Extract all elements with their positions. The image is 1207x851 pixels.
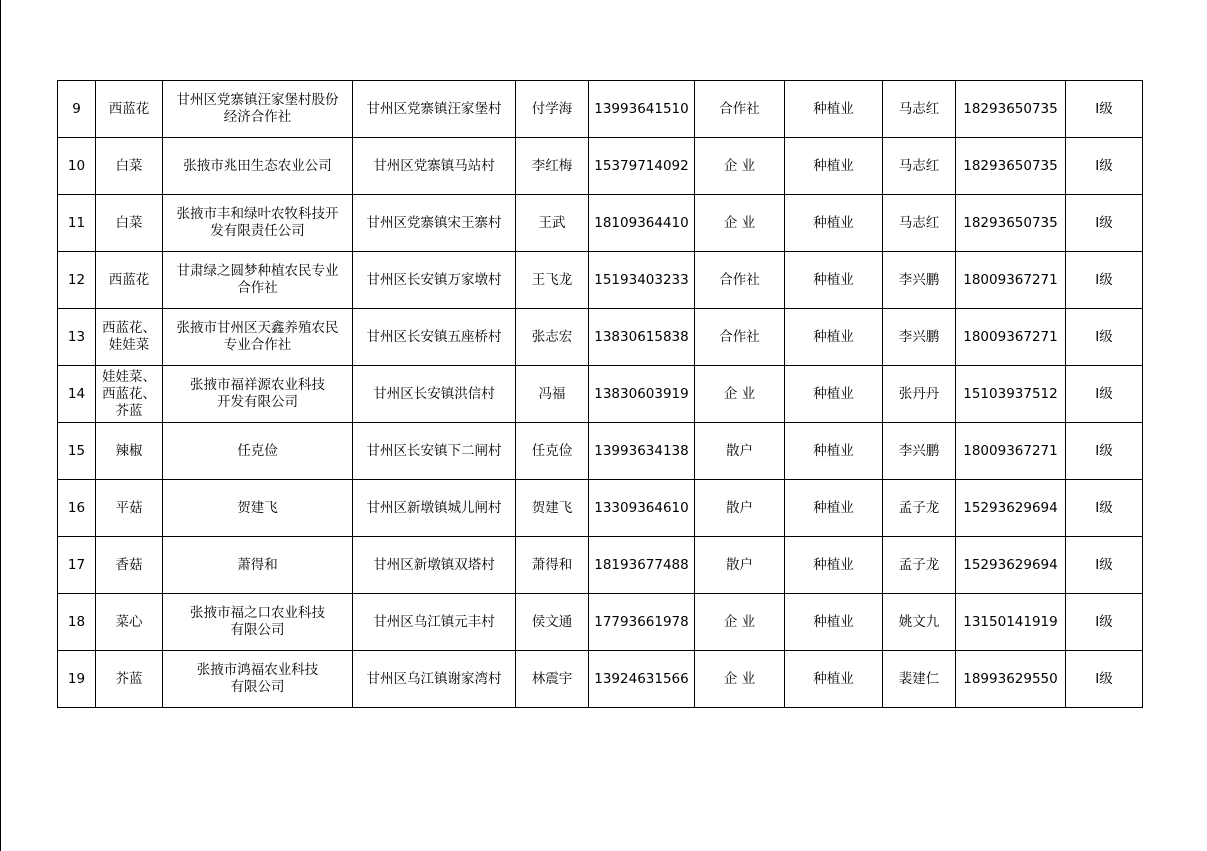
- entity-type-cell: 合作社: [695, 81, 785, 138]
- contact-person-cell: 贺建飞: [516, 480, 589, 537]
- industry-cell: 种植业: [785, 81, 883, 138]
- risk-level-cell: Ⅰ级: [1066, 366, 1143, 423]
- product-name-cell: [96, 309, 163, 366]
- row-number-cell: 15: [58, 423, 96, 480]
- entity-name-cell: [163, 252, 353, 309]
- supervisor-cell: 孟子龙: [883, 480, 956, 537]
- industry-cell: 种植业: [785, 651, 883, 708]
- row-number-cell: 12: [58, 252, 96, 309]
- contact-phone-cell: 13993634138: [589, 423, 695, 480]
- risk-level-cell: Ⅰ级: [1066, 651, 1143, 708]
- table-row: [58, 195, 1143, 252]
- table-row: [58, 537, 1143, 594]
- entity-type-cell: 企 业: [695, 366, 785, 423]
- supervisor-phone-cell: 18293650735: [956, 138, 1066, 195]
- product-name-line: 香菇: [115, 556, 143, 573]
- location-cell: 甘州区长安镇五座桥村: [353, 309, 516, 366]
- page-left-border: [0, 0, 1, 851]
- supervisor-cell: 马志红: [883, 81, 956, 138]
- table-row: [58, 594, 1143, 651]
- row-number-cell: 10: [58, 138, 96, 195]
- entity-type-cell: 企 业: [695, 138, 785, 195]
- table-row: [58, 81, 1143, 138]
- product-name-line: 西蓝花: [108, 100, 150, 117]
- entity-type-cell: 企 业: [695, 195, 785, 252]
- entity-name-line: 发有限责任公司: [210, 223, 305, 239]
- product-name-line: 平菇: [115, 499, 143, 516]
- location-cell: 甘州区长安镇万家墩村: [353, 252, 516, 309]
- location-cell: 甘州区党寨镇宋王寨村: [353, 195, 516, 252]
- supervisor-phone-cell: 18009367271: [956, 252, 1066, 309]
- supervisor-cell: 马志红: [883, 138, 956, 195]
- risk-level-cell: Ⅰ级: [1066, 138, 1143, 195]
- entity-name-cell: [163, 195, 353, 252]
- supervisor-phone-cell: 18993629550: [956, 651, 1066, 708]
- entity-type-cell: 散户: [695, 537, 785, 594]
- industry-cell: 种植业: [785, 480, 883, 537]
- risk-level-cell: Ⅰ级: [1066, 423, 1143, 480]
- entity-type-cell: 合作社: [695, 309, 785, 366]
- supervisor-cell: 孟子龙: [883, 537, 956, 594]
- supervisor-phone-cell: 15103937512: [956, 366, 1066, 423]
- product-name-cell: [96, 537, 163, 594]
- supervisor-cell: 裴建仁: [883, 651, 956, 708]
- table-row: [58, 366, 1143, 423]
- table-row: [58, 480, 1143, 537]
- risk-level-cell: Ⅰ级: [1066, 81, 1143, 138]
- location-cell: 甘州区长安镇洪信村: [353, 366, 516, 423]
- entity-name-cell: [163, 423, 353, 480]
- entity-name-line: 专业合作社: [223, 337, 292, 353]
- location-cell: 甘州区新墩镇双塔村: [353, 537, 516, 594]
- contact-person-cell: 冯福: [516, 366, 589, 423]
- risk-level-cell: Ⅰ级: [1066, 309, 1143, 366]
- location-cell: 甘州区新墩镇城儿闸村: [353, 480, 516, 537]
- contact-person-cell: 张志宏: [516, 309, 589, 366]
- table-row: [58, 252, 1143, 309]
- table-row: [58, 138, 1143, 195]
- product-name-line: 娃娃菜、: [102, 368, 156, 385]
- supervisor-cell: 李兴鹏: [883, 423, 956, 480]
- product-name-line: 菜心: [115, 613, 143, 630]
- entity-name-line: 甘州区党寨镇汪家堡村股份: [176, 92, 339, 108]
- contact-phone-cell: 13830603919: [589, 366, 695, 423]
- product-name-line: 西蓝花、: [102, 385, 156, 402]
- entity-name-line: 张掖市福祥源农业科技: [190, 377, 325, 393]
- risk-level-cell: Ⅰ级: [1066, 252, 1143, 309]
- risk-level-cell: Ⅰ级: [1066, 594, 1143, 651]
- row-number-cell: 11: [58, 195, 96, 252]
- location-cell: 甘州区乌江镇元丰村: [353, 594, 516, 651]
- location-cell: 甘州区长安镇下二闸村: [353, 423, 516, 480]
- entity-name-cell: [163, 480, 353, 537]
- supervisor-cell: 张丹丹: [883, 366, 956, 423]
- row-number-cell: 14: [58, 366, 96, 423]
- product-name-cell: [96, 366, 163, 423]
- entity-name-line: 张掖市鸿福农业科技: [196, 662, 319, 678]
- entity-type-cell: 散户: [695, 423, 785, 480]
- entity-name-line: 有限公司: [230, 679, 285, 695]
- product-name-line: 西蓝花: [108, 271, 150, 288]
- row-number-cell: 17: [58, 537, 96, 594]
- contact-person-cell: 付学海: [516, 81, 589, 138]
- table-row: [58, 651, 1143, 708]
- contact-phone-cell: 13309364610: [589, 480, 695, 537]
- industry-cell: 种植业: [785, 138, 883, 195]
- table-row: [58, 309, 1143, 366]
- contact-phone-cell: 15379714092: [589, 138, 695, 195]
- contact-phone-cell: 13830615838: [589, 309, 695, 366]
- entity-type-cell: 企 业: [695, 651, 785, 708]
- contact-phone-cell: 15193403233: [589, 252, 695, 309]
- contact-person-cell: 侯文通: [516, 594, 589, 651]
- entity-name-line: 张掖市兆田生态农业公司: [183, 157, 332, 174]
- industry-cell: 种植业: [785, 537, 883, 594]
- location-cell: 甘州区乌江镇谢家湾村: [353, 651, 516, 708]
- product-name-line: 芥蓝: [115, 670, 143, 687]
- supervisor-cell: 姚文九: [883, 594, 956, 651]
- entity-name-cell: [163, 594, 353, 651]
- industry-cell: 种植业: [785, 423, 883, 480]
- product-name-cell: [96, 423, 163, 480]
- supervisor-phone-cell: 18009367271: [956, 423, 1066, 480]
- contact-phone-cell: 18109364410: [589, 195, 695, 252]
- industry-cell: 种植业: [785, 309, 883, 366]
- contact-person-cell: 李红梅: [516, 138, 589, 195]
- product-name-cell: [96, 480, 163, 537]
- supervisor-phone-cell: 18293650735: [956, 195, 1066, 252]
- entity-type-cell: 企 业: [695, 594, 785, 651]
- product-name-line: 白菜: [115, 214, 143, 231]
- entity-name-cell: [163, 138, 353, 195]
- industry-cell: 种植业: [785, 195, 883, 252]
- entity-name-cell: [163, 537, 353, 594]
- row-number-cell: 18: [58, 594, 96, 651]
- product-name-line: 芥蓝: [115, 402, 143, 419]
- supervisor-phone-cell: 18293650735: [956, 81, 1066, 138]
- row-number-cell: 13: [58, 309, 96, 366]
- entity-name-line: 萧得和: [237, 556, 278, 573]
- table-row: [58, 423, 1143, 480]
- contact-person-cell: 王武: [516, 195, 589, 252]
- product-name-line: 娃娃菜: [108, 337, 150, 353]
- supervisor-phone-cell: 15293629694: [956, 480, 1066, 537]
- supervisor-cell: 马志红: [883, 195, 956, 252]
- product-name-cell: [96, 594, 163, 651]
- product-name-line: 西蓝花、: [102, 320, 156, 336]
- row-number-cell: 16: [58, 480, 96, 537]
- product-name-line: 辣椒: [115, 442, 143, 459]
- contact-phone-cell: 13993641510: [589, 81, 695, 138]
- supervisor-cell: 李兴鹏: [883, 309, 956, 366]
- entity-name-line: 合作社: [237, 280, 278, 296]
- entity-name-line: 开发有限公司: [217, 394, 298, 410]
- entity-name-line: 张掖市福之口农业科技: [190, 605, 325, 621]
- entity-name-line: 张掖市甘州区天鑫养殖农民: [176, 320, 339, 336]
- product-name-cell: [96, 138, 163, 195]
- registry-table: [57, 80, 1143, 708]
- entity-name-line: 有限公司: [230, 622, 285, 638]
- risk-level-cell: Ⅰ级: [1066, 195, 1143, 252]
- supervisor-phone-cell: 15293629694: [956, 537, 1066, 594]
- product-name-cell: [96, 651, 163, 708]
- risk-level-cell: Ⅰ级: [1066, 480, 1143, 537]
- entity-name-cell: [163, 651, 353, 708]
- supervisor-cell: 李兴鹏: [883, 252, 956, 309]
- product-name-cell: [96, 81, 163, 138]
- industry-cell: 种植业: [785, 594, 883, 651]
- row-number-cell: 9: [58, 81, 96, 138]
- row-number-cell: 19: [58, 651, 96, 708]
- product-name-line: 白菜: [115, 157, 143, 174]
- entity-name-line: 甘肃绿之圆梦种植农民专业: [176, 263, 339, 279]
- contact-person-cell: 萧得和: [516, 537, 589, 594]
- entity-type-cell: 散户: [695, 480, 785, 537]
- entity-name-cell: [163, 309, 353, 366]
- contact-phone-cell: 13924631566: [589, 651, 695, 708]
- contact-person-cell: 王飞龙: [516, 252, 589, 309]
- industry-cell: 种植业: [785, 366, 883, 423]
- supervisor-phone-cell: 18009367271: [956, 309, 1066, 366]
- contact-person-cell: 林震宇: [516, 651, 589, 708]
- entity-name-cell: [163, 81, 353, 138]
- product-name-cell: [96, 252, 163, 309]
- risk-level-cell: Ⅰ级: [1066, 537, 1143, 594]
- entity-name-line: 贺建飞: [237, 499, 278, 516]
- location-cell: 甘州区党寨镇马站村: [353, 138, 516, 195]
- location-cell: 甘州区党寨镇汪家堡村: [353, 81, 516, 138]
- contact-person-cell: 任克俭: [516, 423, 589, 480]
- entity-name-cell: [163, 366, 353, 423]
- supervisor-phone-cell: 13150141919: [956, 594, 1066, 651]
- product-name-cell: [96, 195, 163, 252]
- entity-name-line: 张掖市丰和绿叶农牧科技开: [176, 206, 339, 222]
- entity-type-cell: 合作社: [695, 252, 785, 309]
- contact-phone-cell: 17793661978: [589, 594, 695, 651]
- industry-cell: 种植业: [785, 252, 883, 309]
- table-body: [58, 81, 1143, 708]
- contact-phone-cell: 18193677488: [589, 537, 695, 594]
- entity-name-line: 经济合作社: [223, 109, 292, 125]
- entity-name-line: 任克俭: [237, 442, 278, 459]
